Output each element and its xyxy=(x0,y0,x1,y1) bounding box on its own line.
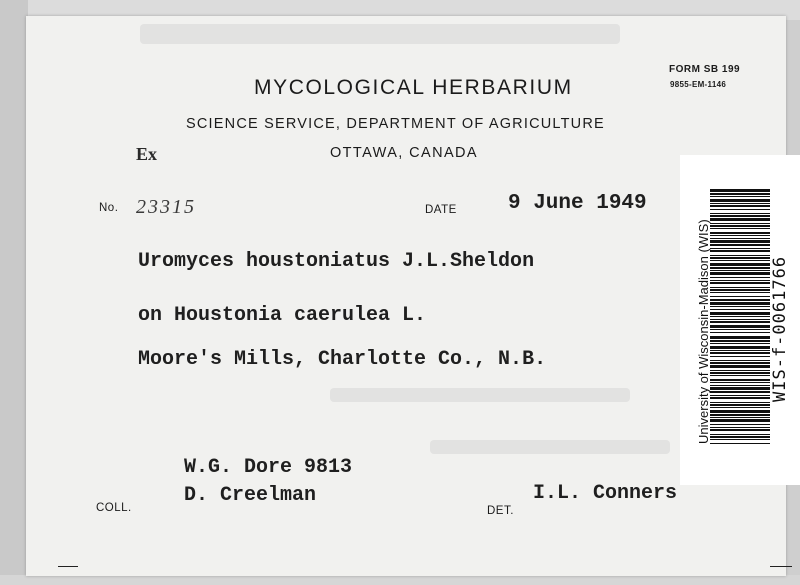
determiner-name: I.L. Conners xyxy=(533,482,678,505)
barcode-bar xyxy=(710,419,770,422)
barcode-bar xyxy=(710,350,770,351)
barcode-bar xyxy=(710,436,770,438)
barcode-bar xyxy=(710,365,770,368)
locality: Moore's Mills, Charlotte Co., N.B. xyxy=(138,348,547,371)
barcode-bar xyxy=(710,299,770,301)
host-plant: on Houstonia caerulea L. xyxy=(138,304,427,327)
barcode-bar xyxy=(710,287,770,288)
scan-background-left xyxy=(0,0,28,585)
barcode-bar xyxy=(710,360,770,361)
barcode-bar xyxy=(710,257,770,259)
scan-background-bottom xyxy=(0,575,800,585)
barcode-bar xyxy=(710,325,770,328)
barcode-bar xyxy=(710,346,770,349)
barcode-bar xyxy=(710,385,770,386)
barcode-bar xyxy=(710,306,770,307)
barcode-bar xyxy=(710,213,770,214)
barcode-bar xyxy=(710,250,770,252)
barcode-bar xyxy=(710,292,770,293)
barcode-bar xyxy=(710,205,770,207)
bleed-through-smudge xyxy=(140,24,620,44)
form-number: FORM SB 199 xyxy=(669,64,741,75)
barcode-bar xyxy=(710,391,770,393)
barcode-bar xyxy=(710,372,770,374)
barcode-bar xyxy=(710,407,770,408)
barcode-bar xyxy=(710,410,770,413)
corner-tick xyxy=(58,566,78,567)
bleed-through-smudge xyxy=(430,440,670,454)
barcode-bar xyxy=(710,417,770,418)
barcode-bar xyxy=(710,215,770,217)
barcode-bar xyxy=(710,203,770,204)
barcode-bar xyxy=(710,223,770,224)
collection-date: 9 June 1949 xyxy=(508,192,647,215)
barcode-bar xyxy=(710,382,770,383)
barcode-bar xyxy=(710,312,770,315)
barcode-bar xyxy=(710,255,770,256)
barcode-bar xyxy=(710,427,770,428)
species-name: Uromyces houstoniatus J.L.Sheldon xyxy=(138,250,535,273)
barcode-bar xyxy=(710,193,770,195)
institution-text: University of Wisconsin-Madison (WIS) xyxy=(696,219,711,444)
barcode-bar xyxy=(710,267,770,269)
barcode-bar xyxy=(710,340,770,342)
barcode-bar xyxy=(710,209,770,210)
barcode-bar xyxy=(710,321,770,323)
barcode-bar xyxy=(710,424,770,425)
barcode-bar xyxy=(710,277,770,278)
barcode-bar xyxy=(710,218,770,221)
barcode-bar xyxy=(710,280,770,281)
barcode-bar xyxy=(710,434,770,435)
barcode-bar xyxy=(710,199,770,202)
barcode-bar xyxy=(710,379,770,381)
barcode-bar xyxy=(710,336,770,339)
barcode-bar xyxy=(710,439,770,440)
barcode-bar xyxy=(710,228,770,229)
number-label: No. xyxy=(99,202,119,214)
barcode-bar xyxy=(710,309,770,310)
location-line: OTTAWA, CANADA xyxy=(330,145,478,161)
date-label: DATE xyxy=(425,204,457,216)
barcode-bar xyxy=(710,343,770,344)
barcode-bar xyxy=(710,302,770,305)
barcode-bar xyxy=(710,232,770,234)
coll-label: COLL. xyxy=(96,502,132,514)
barcode-bar xyxy=(710,270,770,271)
barcode-bar xyxy=(710,225,770,227)
ex-label: Ex xyxy=(136,144,158,164)
barcode-bar xyxy=(710,272,770,275)
barcode-bar xyxy=(710,356,770,357)
barcode-bar xyxy=(710,296,770,297)
barcode-bar xyxy=(710,375,770,376)
collector-line-1: W.G. Dore 9813 xyxy=(184,456,353,479)
department-subtitle: SCIENCE SERVICE, DEPARTMENT OF AGRICULTURE xyxy=(186,116,605,132)
accession-number: 23315 xyxy=(136,196,196,218)
barcode-bar xyxy=(710,319,770,320)
barcode-bar xyxy=(710,429,770,431)
herbarium-title: MYCOLOGICAL HERBARIUM xyxy=(254,76,573,99)
barcode-bar xyxy=(710,248,770,249)
barcode-bar xyxy=(710,352,770,354)
barcode-bar xyxy=(710,370,770,371)
barcode-bar xyxy=(710,332,770,333)
barcode-bar xyxy=(710,443,770,444)
collector-line-2: D. Creelman xyxy=(184,484,317,507)
bleed-through-smudge xyxy=(330,388,630,402)
barcode-bar xyxy=(710,289,770,291)
barcode-bar xyxy=(710,263,770,266)
barcode-bar xyxy=(710,240,770,243)
barcode-bar xyxy=(710,395,770,396)
barcode-bar xyxy=(710,404,770,406)
barcode-bar xyxy=(710,282,770,284)
barcode-bar xyxy=(710,387,770,390)
barcode-bar xyxy=(710,235,770,236)
barcode-bar xyxy=(710,244,770,246)
corner-tick xyxy=(770,566,792,567)
barcode-bar xyxy=(710,329,770,330)
catalog-number: WIS-f-0061766 xyxy=(770,255,790,402)
barcode-bar xyxy=(710,402,770,403)
barcode-bar xyxy=(710,414,770,416)
barcode-bar xyxy=(710,397,770,399)
barcode-bar xyxy=(710,196,770,197)
barcode-bar xyxy=(710,260,770,261)
barcode-bar xyxy=(710,362,770,364)
barcode-bar xyxy=(710,238,770,239)
barcode-bar xyxy=(710,189,770,192)
barcode-bar xyxy=(710,316,770,317)
det-label: DET. xyxy=(487,505,514,517)
form-code: 9855-EM-1146 xyxy=(670,80,727,89)
